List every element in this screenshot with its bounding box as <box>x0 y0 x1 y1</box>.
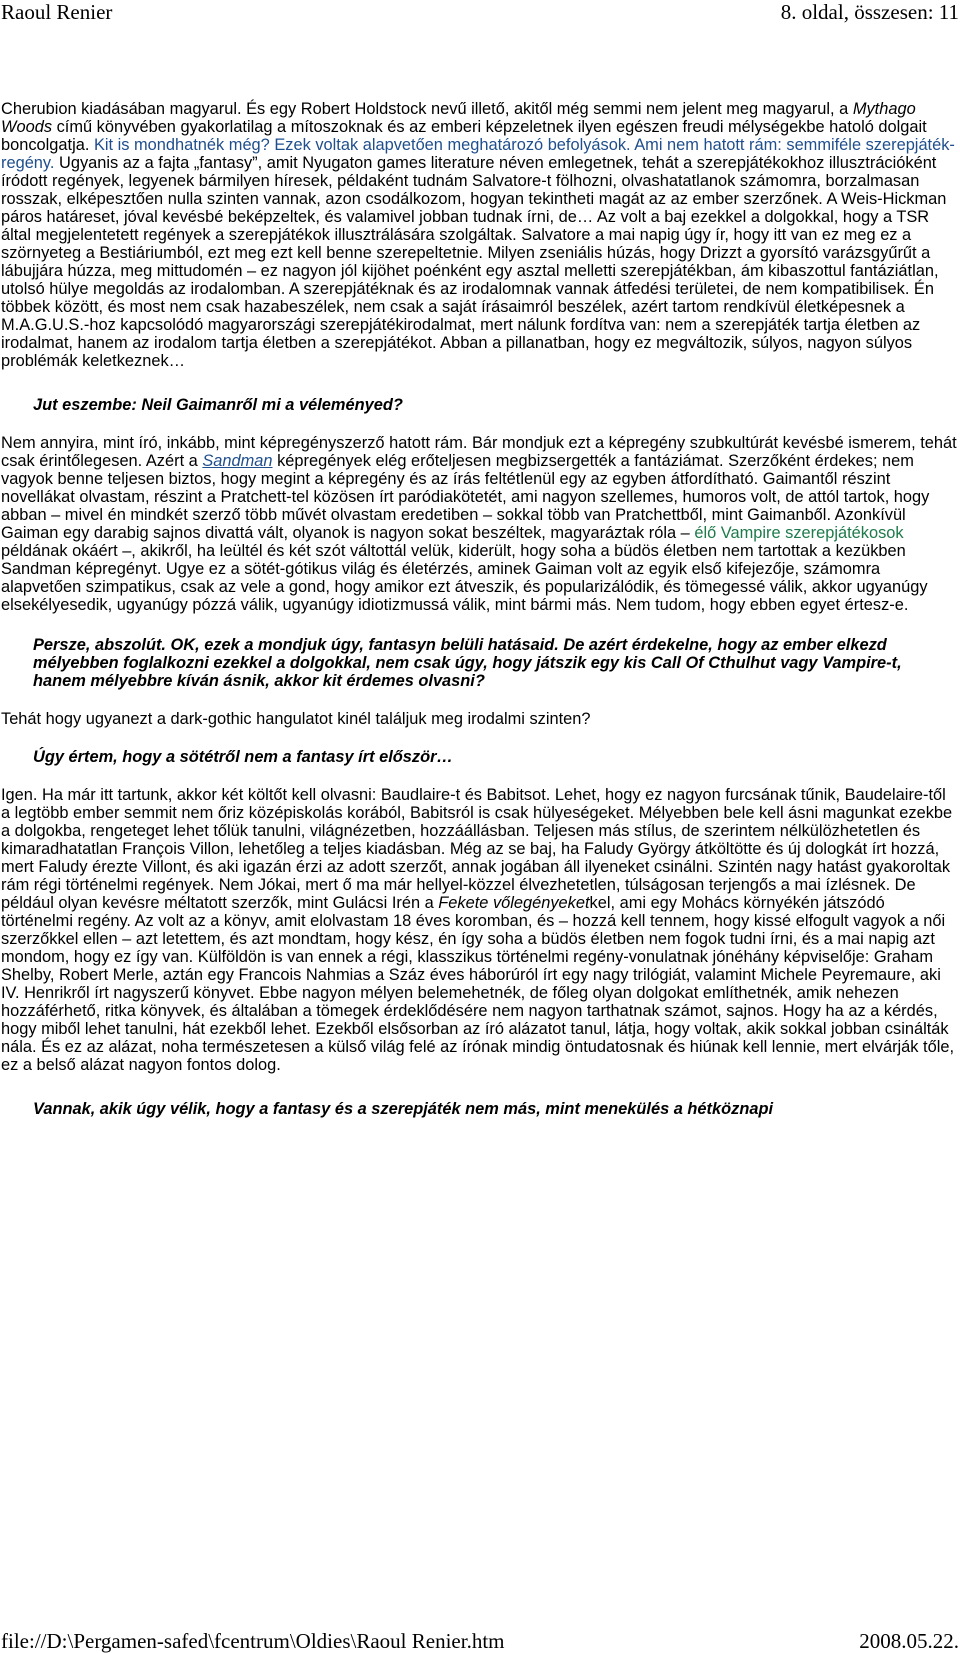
text-run: Igen. Ha már itt tartunk, akkor két költőt kell olvasni: Baudlaire-t és Babitsot. Lehet, hogy ez nagyon furcsának tűnik, Baudelaire-től a legtöbb ember semmit nem őriz középiskolás korából, Babitsról is csak hülyeségeket. Mélyebben bele kell ásni magunkat ezekbe a dolgokba, rengeteget lehet tőlük tanulni, világnézetben, hozzáállásban. Teljesen más stílus, de szerintem nélkülözhetetlen és kimaradhatatlan François Villon, lehetőleg a teljes kiadásban. Még az se baj, ha Faludy György átköltötte és új dologkát írt hozzá, mert Faludy érezte Villont, és aki igazán érzi az adott szerzőt, annak jogában áll ilyeneket csinálni. Szintén nagy hatást gyakoroltak rám régi történelmi regények. Nem Jókai, mert ő ma már hellyel-közzel élvezhetetlen, túlságosan terjengős a mai ízlésnek. De például olyan kevésre méltatott szerzők, mint Gulácsi Irén a <box>1 786 953 912</box>
header-author: Raoul Renier <box>1 0 113 24</box>
text-run: Nem annyira, mint író, inkább, mint képregényszerző hatott rám. Bár mondjuk ezt a képregény szubkultúrát kevésbé ismerem, tehát csak érintőlegesen. Azért a <box>1 434 957 470</box>
page-header <box>0 0 960 26</box>
footer-file-path: file://D:\Pergamen-safed\fcentrum\Oldies\Raoul Renier.htm <box>1 1629 505 1653</box>
text-run: kel, ami egy Mohács környékén játszódó történelmi regény. Az volt az a könyv, amit elolvastam 18 éves koromban, és – hozzá kell tennem, hogy kissé elfogult vagyok a női szerzőkkel ellen – azt letettem, és azt mondtam, hogy kész, én így soha a büdös életben nem fogok tudni írni, és a mai napig azt mondom, hogy ez így van. Külföldön is van ennek a régi, klasszikus történelmi regény-vonulatnak jónéhány képviselője: Graham Shelby, Robert Merle, aztán egy Francois Nahmias a Száz éves háborúról írt egy nagy trilógiát, valamint Michele Peyremaure, aki IV. Henrikről írt nagyszerű könyvet. Ebbe nagyon mélyen belemehetnék, de főleg olyan dolgokat említhetnék, amik nehezen hozzáférhető, ritka könyvek, és általában a tömegek érdeklődésére nem nagyon tarthatnak számot, sajnos. Hogy ha az a kérdés, hogy miből lehet tanulni, hát ezekből lehet. Ezekből elsősorban az író alázatot tanul, látja, hogy voltak, akik sokkal jobban csinálták nála. És ez az alázat, noha természetesen a külső világ felé az írónak mindig öntudatosnak és hiúnak kell lennie, mert elvárják tőle, ez a belső alázat nagyon fontos dolog. <box>1 894 955 1074</box>
book-title-fekete-volegenyek: Fekete vőlegényeket <box>438 894 590 912</box>
answer-gaiman <box>1 434 959 614</box>
page-footer <box>0 1629 960 1653</box>
text-run: példának okáért –, akikről, ha leültél és két szót váltottál velük, kiderült, hogy soha a büdös életben nem tartottak a kezükben Sandman képregényt. Ugye ez a sötét-gótikus világ és életérzés, aminek Gaiman volt az egyik első kifejezője, számomra alapvetően szimpatikus, csak az vele a gond, hogy amikor ezt átveszik, és popularizálódik, és tömegessé válik, akkor ugyanúgy elsekélyesedik, ugyanúgy pózzá válik, ugyanúgy idiotizmussá válik, mint bármi más. Nem tudom, hogy ebben egyet értesz-e. <box>1 542 928 614</box>
vampire-players-link[interactable]: élő Vampire szerepjátékosok <box>694 524 904 542</box>
text-run: Cherubion kiadásában magyarul. És egy Robert Holdstock nevű illető, akitől még semmi nem jelent meg magyarul, a <box>1 100 853 118</box>
footer-date: 2008.05.22. <box>859 1629 959 1653</box>
question-darkness: Úgy értem, hogy a sötétről nem a fantasy írt először… <box>33 748 453 766</box>
text-run: című könyvében gyakorlatilag a mítoszoknak és az emberi képzeletnek ilyen egészen freudi mélységekbe hatoló dolgait boncolgatja. <box>1 118 927 154</box>
document-body <box>1 100 959 1118</box>
answer-poets <box>1 786 959 1074</box>
text-run: képregények elég erőteljesen megbizsergették a fantáziámat. Szerzőként érdekes; nem vagyok benne teljesen biztos, hogy megint a képregény és az írás feltétlenül egy az egyben átfordítható. Gaimantől részint novellákat olvastam, részint a Pratchett-tel közösen írt paródiakötetét, ami nagyon szellemes, humoros volt, de attól tartok, hogy abban – mivel én mindkét szerző több művét olvastam eredetiben – sokkal több van Pratchettből, mint Gaimanből. Azonkívül Gaiman egy darabig sajnos divattá vált, olyanok is nagyon sokat beszéltek, magyaráztak róla – <box>1 452 930 542</box>
book-title-mythago-woods: Mythago Woods <box>1 100 916 136</box>
text-run: Ugyanis az a fajta „fantasy”, amit Nyugaton games literature néven emlegetnek, tehát a szerepjátékokhoz illusztrációként íródott regények, legyenek bármilyen híresek, példaként tudnám Salvatore-t fölhozni, olvashatatlanok számomra, borzalmasan rosszak, elképesztően nulla szinten vannak, azon csodálkozom, hogyan tekintheti magát az az ember szerzőnek. A Weis-Hickman páros határeset, jóval kevésbé beképzeltek, és valamivel jobban tudnak írni, de… Az volt a baj ezekkel a dolgokkal, hogy a TSR által megjelentetett regények a szerepjátékok illusztrálására szolgáltak. Salvatore a mai napig úgy ír, hogy itt van ez meg ez a szörnyeteg a Bestiáriumból, ezt meg ezt kell benne szerepeltetnie. Milyen zseniális húzás, hogy Drizzt a gyorsító varázsgyűrűt a lábujjára húzza, meg mittudomén – ez nagyon jól kijöhet poénként egy asztal melletti szerepjátékban, ám kibaszottul fantáziátlan, utolsó hülye megoldás az irodalomban. A szerepjátéknak és az irodalomnak vannak átfedési területei, de nem kompatibilisek. Én többek között, és most nem csak hazabeszélek, nem csak a saját írásaimról beszélek, azért tartom rendkívül életképesnek a M.A.G.U.S.-hoz kapcsolódó magyarországi szerepjátékirodalmat, mert nálunk fordítva van: nem a szerepjáték tartja életben az irodalmat, hanem az irodalom tartja életben a szerepjátékot. Abban a pillanatban, hogy ez megváltozik, súlyos, nagyon súlyos problémák keletkeznek… <box>1 154 947 370</box>
question-gaiman: Jut eszembe: Neil Gaimanről mi a véleményed? <box>33 396 403 414</box>
paragraph-influences <box>1 100 959 370</box>
question-reading: Persze, abszolút. OK, ezek a mondjuk úgy, fantasyn belüli hatásaid. De azért érdekelne, hogy az ember elkezd mélyebben foglalkozni ezekkel a dolgokkal, nem csak úgy, hogy játszik egy kis Call Of Cthulhut vagy Vampire-t, hanem mélyebbre kíván ásnik, akkor kit érdemes olvasni? <box>33 636 902 690</box>
sandman-link[interactable]: Sandman <box>202 452 273 470</box>
answer-dark-gothic: Tehát hogy ugyanezt a dark-gothic hangulatot kinél találjuk meg irodalmi szinten? <box>1 710 591 728</box>
header-page-number: 8. oldal, összesen: 11 <box>780 0 959 24</box>
question-escapism: Vannak, akik úgy vélik, hogy a fantasy és a szerepjáték nem más, mint menekülés a hétköznapi <box>33 1100 774 1118</box>
highlighted-question-text: Kit is mondhatnék még? Ezek voltak alapvetően meghatározó befolyások. Ami nem hatott rám: semmiféle szerepjáték-regény. <box>1 136 955 172</box>
